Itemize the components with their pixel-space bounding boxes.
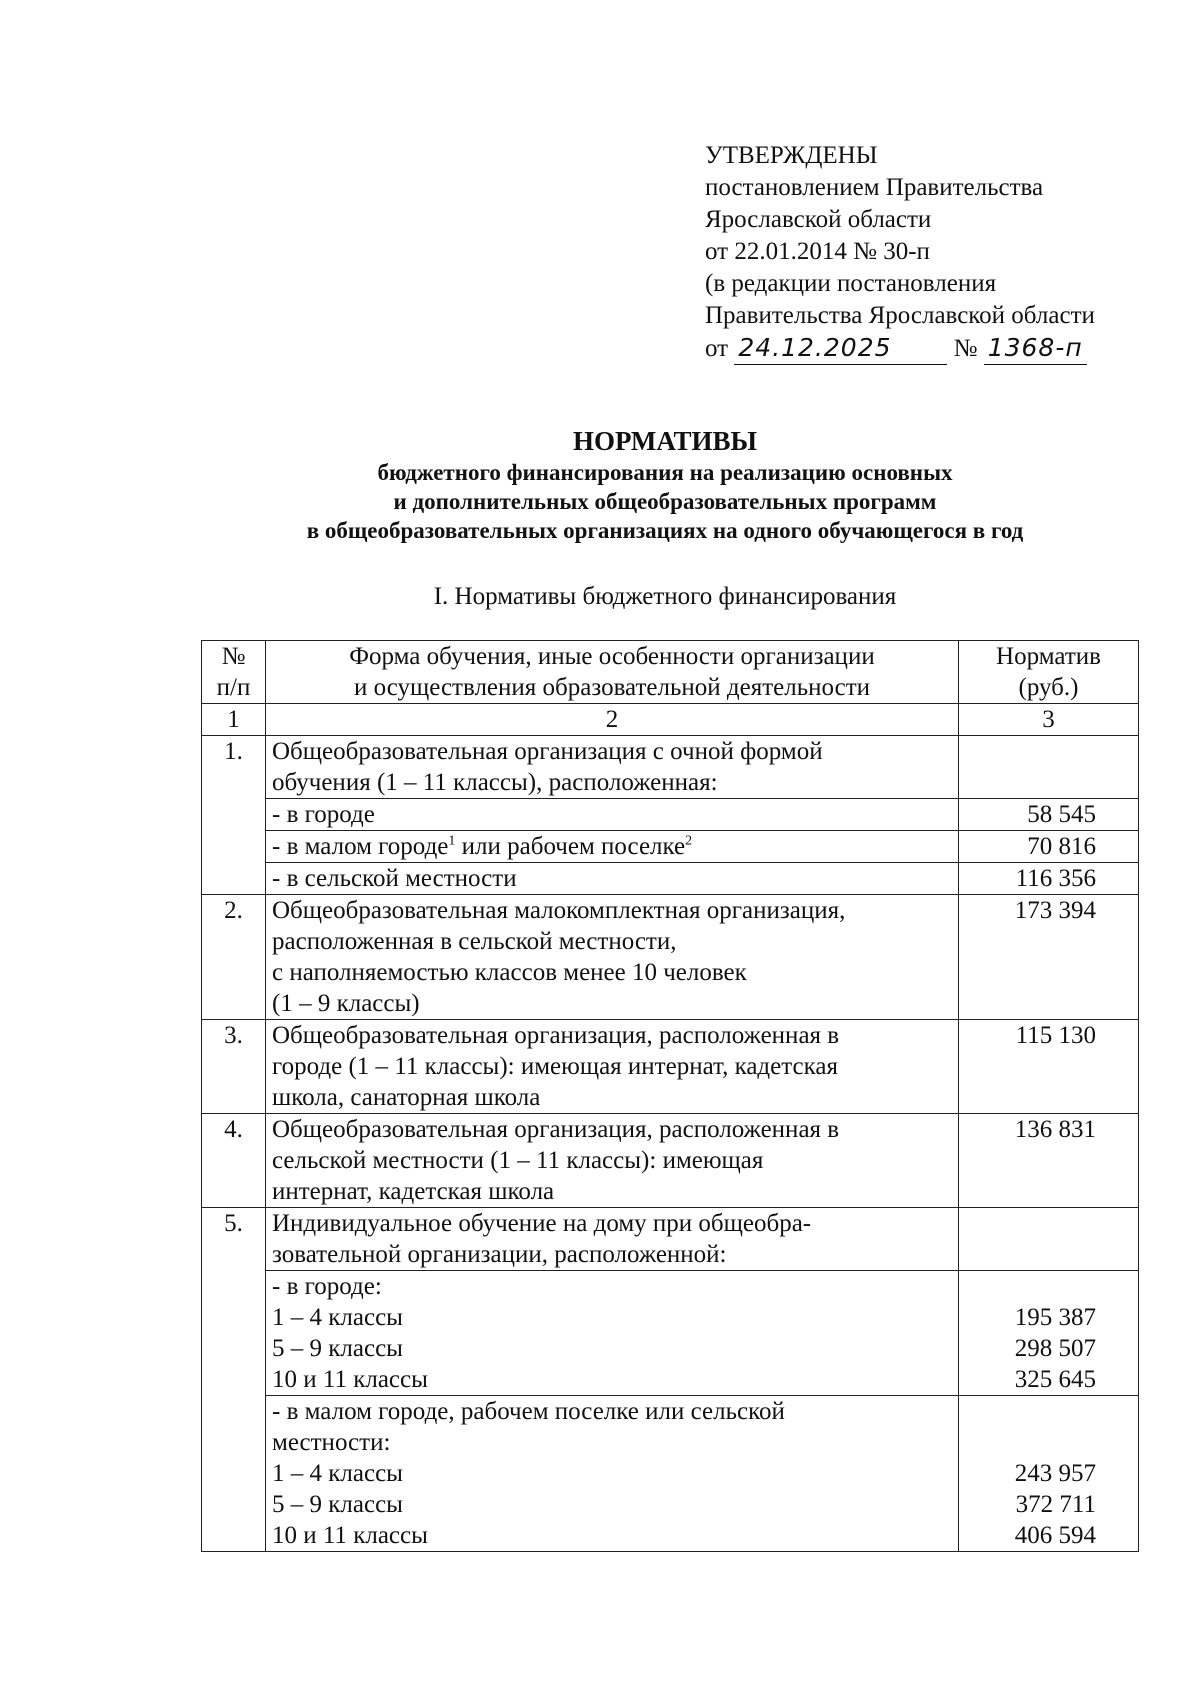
table-row — [202, 1114, 1139, 1208]
approval-from-prefix: от — [705, 335, 729, 362]
table-header-row — [202, 641, 1139, 704]
row-description: - в сельской местности — [266, 863, 959, 895]
header-number — [202, 641, 266, 704]
row-text: школа, санаторная школа — [272, 1084, 541, 1111]
row-text: - в малом городе — [272, 833, 449, 860]
row-text: 1 – 4 классы — [272, 1304, 403, 1331]
row-text: интернат, кадетская школа — [272, 1178, 555, 1205]
row-text: (1 – 9 классы) — [272, 990, 420, 1017]
table-row — [202, 1271, 1139, 1396]
value-text: 195 387 — [1014, 1304, 1096, 1331]
row-text: Общеобразовательная малокомплектная организация, — [272, 897, 846, 924]
title-main: НОРМАТИВЫ — [572, 426, 758, 456]
row-description — [266, 1020, 959, 1114]
approval-line: (в редакции постановления — [705, 270, 997, 297]
row-description — [266, 831, 959, 863]
header-text: № — [221, 643, 246, 670]
row-text: Общеобразовательная организация, расположенная в — [272, 1116, 840, 1143]
table-row — [202, 895, 1139, 1020]
table-row — [202, 1020, 1139, 1114]
column-number: 3 — [959, 704, 1139, 736]
value-text: 298 507 — [1014, 1335, 1096, 1362]
handwritten-date: 24.12.2025 — [734, 332, 947, 365]
approval-line: Правительства Ярославской области — [705, 302, 1095, 329]
header-norm — [959, 641, 1139, 704]
row-description — [266, 1208, 959, 1271]
approval-heading: УТВЕРЖДЕНЫ — [705, 142, 878, 169]
row-text: 1 – 4 классы — [272, 1460, 403, 1487]
row-text: 10 и 11 классы — [272, 1522, 428, 1549]
row-text: Индивидуальное обучение на дому при общеобра- — [272, 1210, 812, 1237]
row-number: 4. — [202, 1114, 266, 1208]
value-text: 372 711 — [1015, 1491, 1096, 1518]
row-text: местности: — [272, 1429, 391, 1456]
row-value — [959, 736, 1139, 799]
value-text: 406 594 — [1014, 1522, 1096, 1549]
row-description: - в городе — [266, 799, 959, 831]
table-row — [202, 1396, 1139, 1552]
table-row — [202, 863, 1139, 895]
value-text: 243 957 — [1014, 1460, 1096, 1487]
row-text: 5 – 9 классы — [272, 1335, 403, 1362]
row-value — [959, 1208, 1139, 1271]
row-text: расположенная в сельской местности, — [272, 928, 677, 955]
row-value: 173 394 — [959, 895, 1139, 1020]
row-value: 115 130 — [959, 1020, 1139, 1114]
row-text: - в малом городе, рабочем поселке или сельской — [272, 1398, 785, 1425]
row-value: 136 831 — [959, 1114, 1139, 1208]
row-value: 116 356 — [959, 863, 1139, 895]
row-description — [266, 895, 959, 1020]
approval-block — [705, 140, 1095, 365]
row-text: Общеобразовательная организация с очной формой — [272, 738, 823, 765]
row-number: 1. — [202, 736, 266, 895]
document-title — [200, 424, 1130, 545]
row-number: 2. — [202, 895, 266, 1020]
row-description — [266, 1396, 959, 1552]
header-text: п/п — [216, 674, 251, 701]
table-row — [202, 831, 1139, 863]
header-form — [266, 641, 959, 704]
row-value: 58 545 — [959, 799, 1139, 831]
row-text: обучения (1 – 11 классы), расположенная: — [272, 769, 718, 796]
header-text: Форма обучения, иные особенности организации — [349, 643, 875, 670]
value-text: 325 645 — [1014, 1366, 1096, 1393]
row-text: городе (1 – 11 классы): имеющая интернат, кадетская — [272, 1053, 838, 1080]
row-description — [266, 1271, 959, 1396]
approval-line: постановлением Правительства — [705, 174, 1044, 201]
section-heading: I. Нормативы бюджетного финансирования — [433, 583, 897, 610]
table-row — [202, 799, 1139, 831]
row-text: или рабочем поселке — [455, 833, 686, 860]
row-text: сельской местности (1 – 11 классы): имеющая — [272, 1147, 764, 1174]
header-text: и осуществления образовательной деятельности — [353, 674, 871, 701]
table-row — [202, 1208, 1139, 1271]
row-text: 5 – 9 классы — [272, 1491, 403, 1518]
row-text: Общеобразовательная организация, расположенная в — [272, 1022, 840, 1049]
title-subtitle: и дополнительных общеобразовательных программ — [393, 489, 937, 514]
table-numbering-row — [202, 704, 1139, 736]
row-number: 3. — [202, 1020, 266, 1114]
approval-line: от 22.01.2014 № 30-п — [705, 238, 930, 265]
row-description — [266, 736, 959, 799]
row-value — [959, 1396, 1139, 1552]
header-text: (руб.) — [1018, 674, 1079, 701]
row-value — [959, 1271, 1139, 1396]
row-text: с наполняемостью классов менее 10 человек — [272, 959, 747, 986]
column-number: 2 — [266, 704, 959, 736]
title-subtitle: бюджетного финансирования на реализацию основных — [377, 460, 953, 485]
column-number: 1 — [202, 704, 266, 736]
table-row — [202, 736, 1139, 799]
row-number: 5. — [202, 1208, 266, 1552]
row-text: - в городе: — [272, 1273, 382, 1300]
norms-table — [201, 640, 1139, 1552]
title-subtitle: в общеобразовательных организациях на одного обучающегося в год — [306, 518, 1024, 543]
footnote-marker: 2 — [685, 833, 693, 849]
approval-number-prefix: № — [953, 335, 978, 362]
approval-line: Ярославской области — [705, 206, 932, 233]
footnote-marker: 1 — [448, 833, 456, 849]
approval-date-line — [705, 332, 1095, 365]
header-text: Норматив — [996, 643, 1101, 670]
row-value: 70 816 — [959, 831, 1139, 863]
row-description — [266, 1114, 959, 1208]
row-text: 10 и 11 классы — [272, 1366, 428, 1393]
handwritten-number: 1368-п — [984, 332, 1087, 365]
row-text: зовательной организации, расположенной: — [272, 1241, 727, 1268]
